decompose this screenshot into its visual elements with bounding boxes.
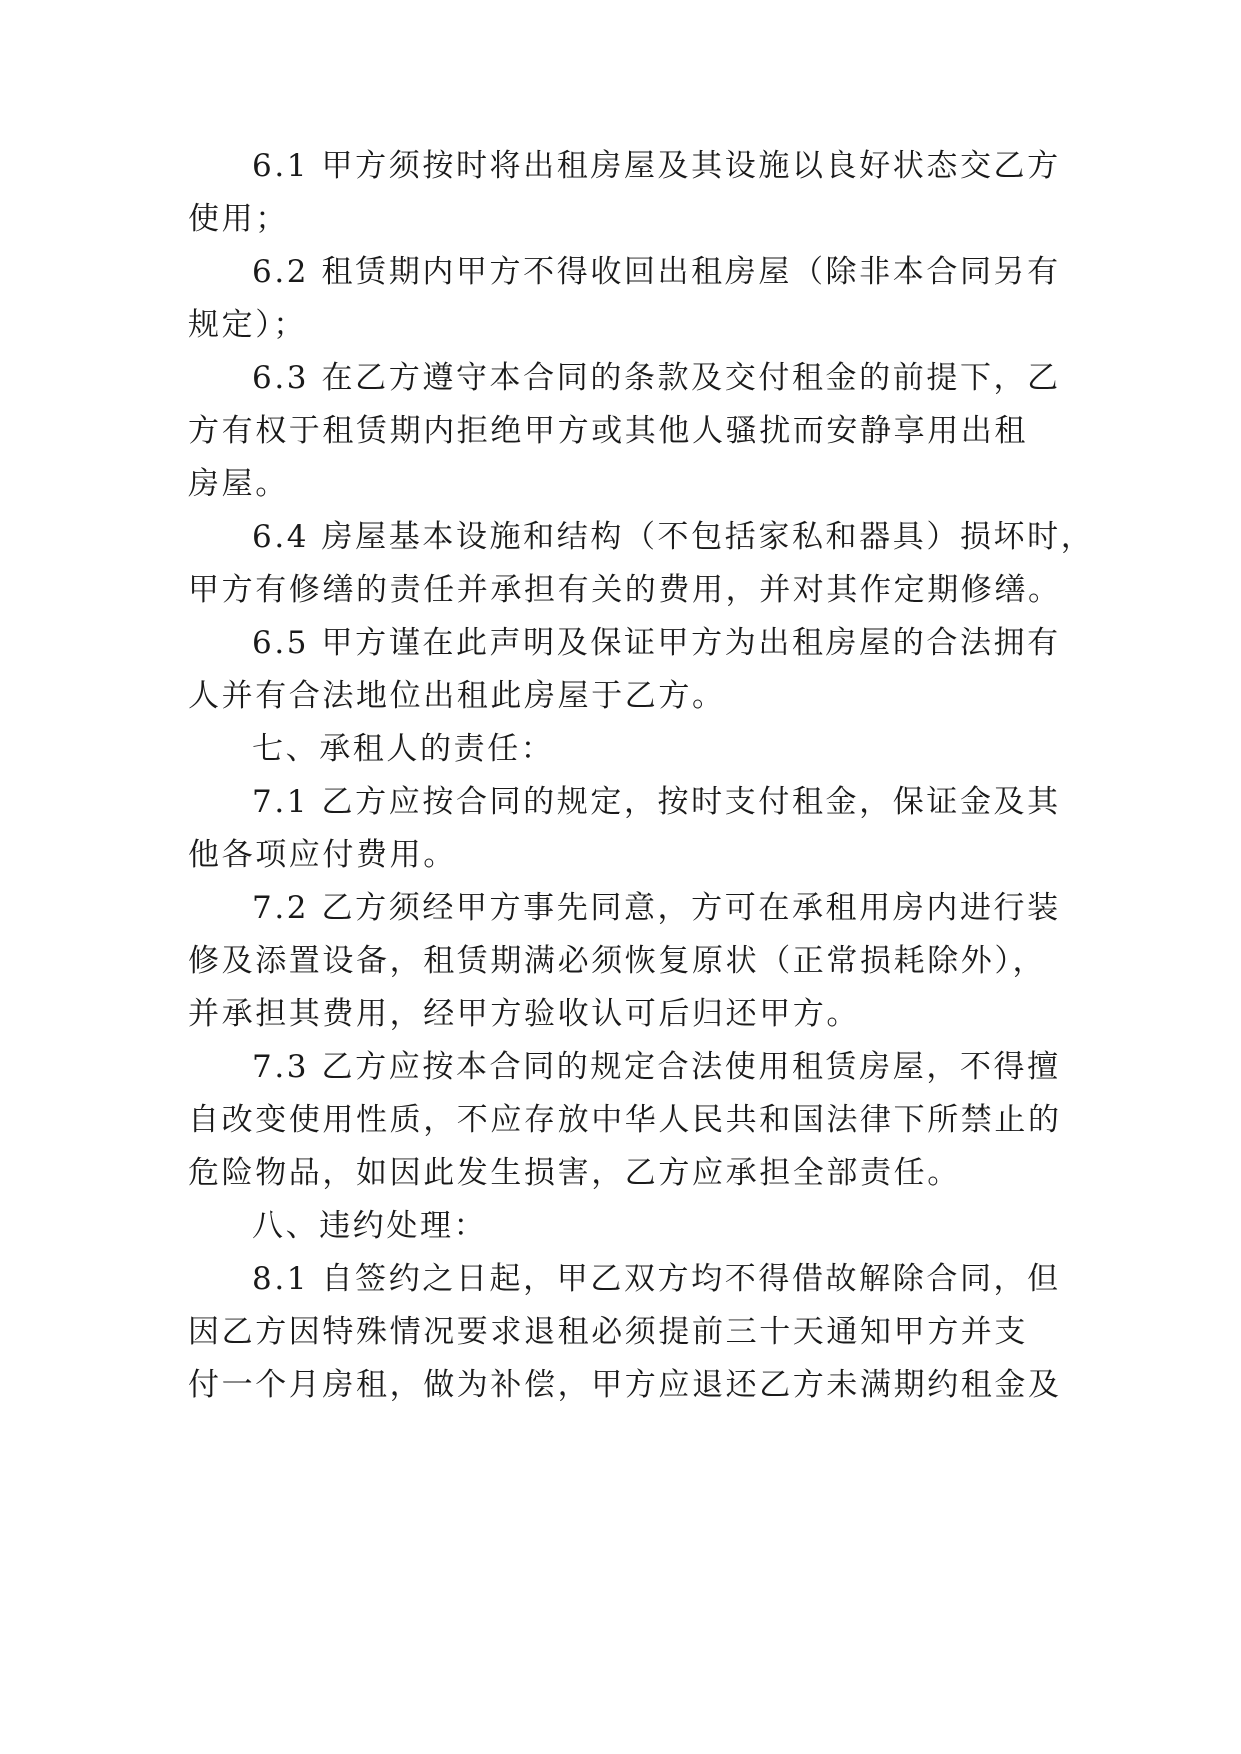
clause-6-3-line-3: 房屋。	[188, 466, 289, 502]
section-8-heading: 八、违约处理：	[252, 1208, 488, 1244]
clause-7-1-line-1: 7.1 乙方应按合同的规定，按时支付租金，保证金及其	[252, 784, 1061, 820]
section-7-heading: 七、承租人的责任：	[252, 731, 555, 767]
clause-8-1-line-2: 因乙方因特殊情况要求退租必须提前三十天通知甲方并支	[188, 1314, 1028, 1350]
clause-6-5-line-1: 6.5 甲方谨在此声明及保证甲方为出租房屋的合法拥有	[252, 625, 1061, 661]
clause-7-2-line-3: 并承担其费用，经甲方验收认可后归还甲方。	[188, 996, 860, 1032]
clause-7-1-line-2: 他各项应付费用。	[188, 837, 457, 873]
clause-6-1-line-2: 使用；	[188, 201, 289, 237]
clause-8-1-line-1: 8.1 自签约之日起，甲乙双方均不得借故解除合同，但	[252, 1261, 1061, 1297]
clause-7-2-line-2: 修及添置设备，租赁期满必须恢复原状（正常损耗除外），	[188, 943, 1047, 979]
clause-6-3-line-1: 6.3 在乙方遵守本合同的条款及交付租金的前提下，乙	[252, 360, 1061, 396]
clause-8-1-line-3: 付一个月房租，做为补偿，甲方应退还乙方未满期约租金及	[188, 1367, 1062, 1403]
clause-7-2-line-1: 7.2 乙方须经甲方事先同意，方可在承租用房内进行装	[252, 890, 1061, 926]
clause-7-3-line-3: 危险物品，如因此发生损害，乙方应承担全部责任。	[188, 1155, 961, 1191]
clause-7-3-line-2: 自改变使用性质，不应存放中华人民共和国法律下所禁止的	[188, 1102, 1062, 1138]
clause-6-3-line-2: 方有权于租赁期内拒绝甲方或其他人骚扰而安静享用出租	[188, 413, 1028, 449]
clause-6-2-line-2: 规定）；	[188, 307, 307, 343]
clause-6-4-line-1: 6.4 房屋基本设施和结构（不包括家私和器具）损坏时，	[252, 519, 1095, 555]
clause-6-4-line-2: 甲方有修缮的责任并承担有关的费用，并对其作定期修缮。	[188, 572, 1062, 608]
clause-7-3-line-1: 7.3 乙方应按本合同的规定合法使用租赁房屋，不得擅	[252, 1049, 1061, 1085]
clause-6-5-line-2: 人并有合法地位出租此房屋于乙方。	[188, 678, 726, 714]
clause-6-2-line-1: 6.2 租赁期内甲方不得收回出租房屋（除非本合同另有	[252, 254, 1061, 290]
clause-6-1-line-1: 6.1 甲方须按时将出租房屋及其设施以良好状态交乙方	[252, 148, 1061, 184]
